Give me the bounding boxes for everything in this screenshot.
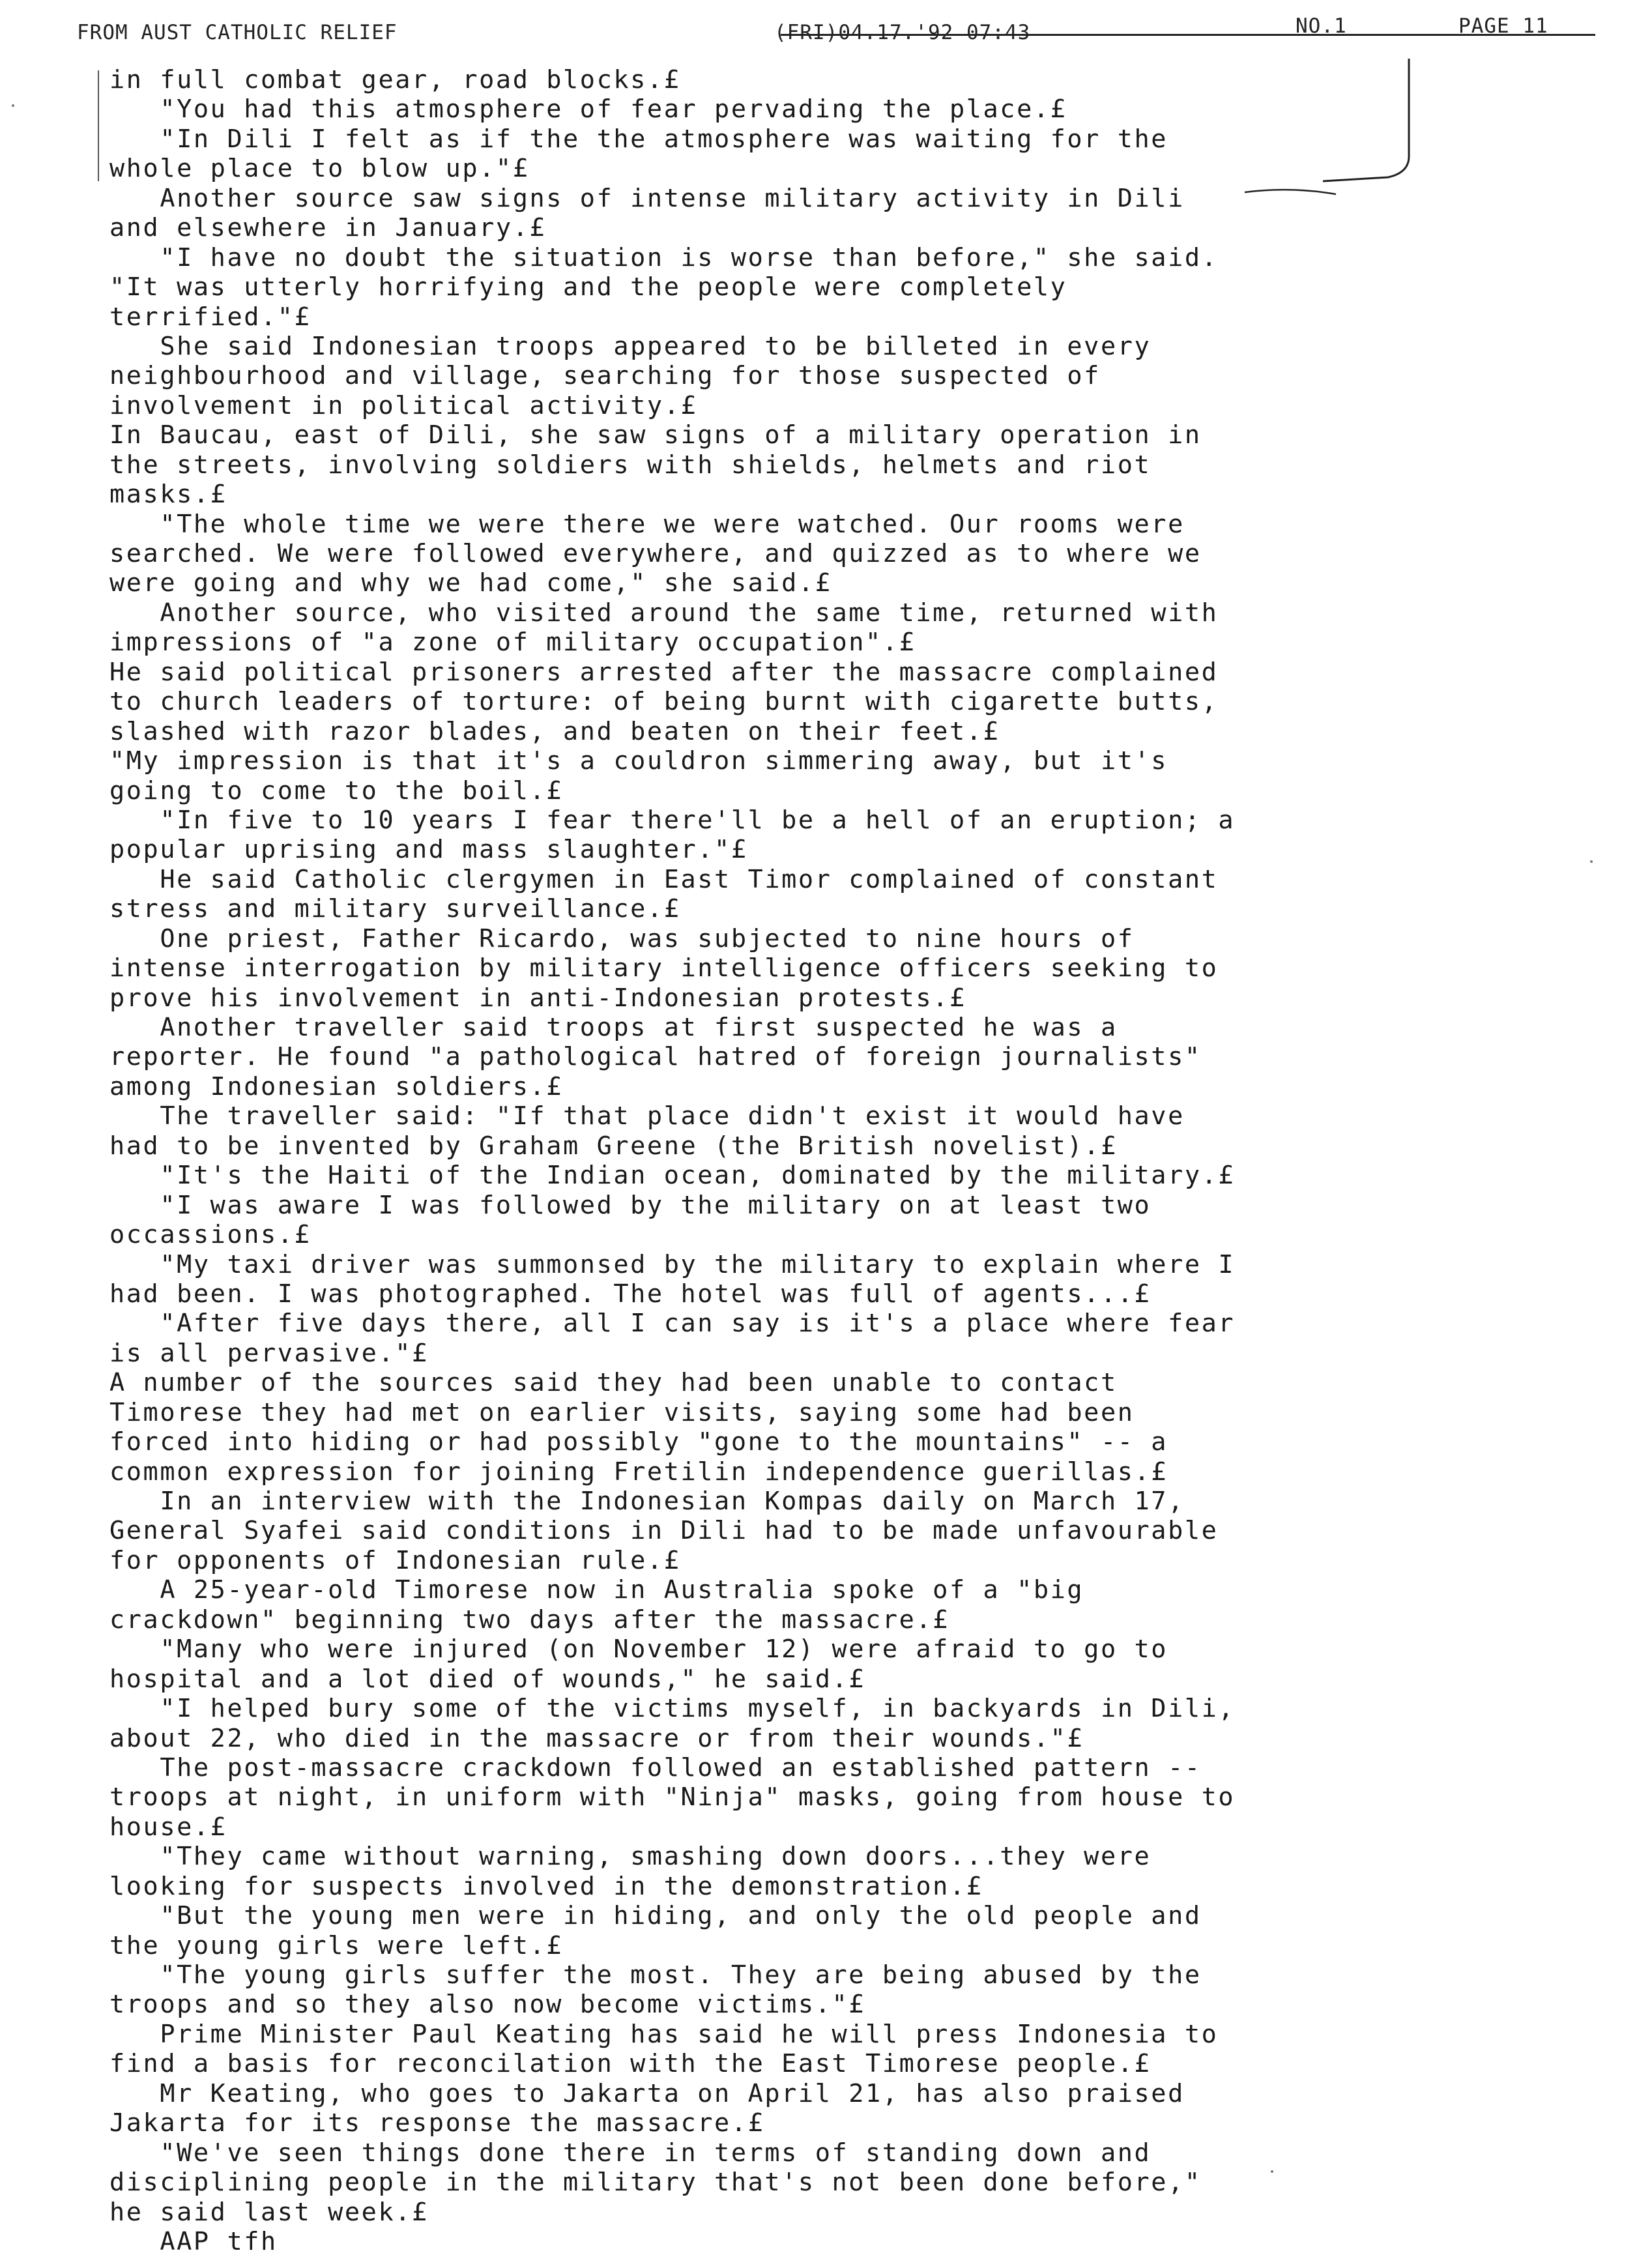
text-line: the streets, involving soldiers with shields, helmets and riot [109, 450, 1152, 480]
text-line: find a basis for reconcilation with the East Timorese people.£ [109, 2049, 1152, 2079]
text-line: A 25-year-old Timorese now in Australia spoke of a "big [109, 1575, 1084, 1605]
text-line: Another source, who visited around the same time, returned with [109, 598, 1219, 628]
text-line: "The young girls suffer the most. They are being abused by the [109, 1960, 1202, 1990]
text-line: involvement in political activity.£ [109, 390, 698, 420]
text-line: were going and why we had come," she said.£ [109, 568, 832, 598]
text-line: "In five to 10 years I fear there'll be a hell of an eruption; a [109, 805, 1236, 835]
text-line: One priest, Father Ricardo, was subjected to nine hours of [109, 923, 1135, 953]
text-line: "My impression is that it's a couldron simmering away, but it's [109, 746, 1168, 776]
text-line: troops at night, in uniform with "Ninja" masks, going from house to [109, 1782, 1236, 1812]
text-line: in full combat gear, road blocks.£ [109, 65, 681, 94]
header-rule [781, 34, 1595, 36]
text-line: "Many who were injured (on November 12) were afraid to go to [109, 1635, 1168, 1665]
fax-number: NO.1 [1296, 14, 1347, 38]
text-line: Timorese they had met on earlier visits, saying some had been [109, 1397, 1135, 1427]
text-line: "I was aware I was followed by the military on at least two [109, 1190, 1152, 1220]
text-line: slashed with razor blades, and beaten on their feet.£ [109, 716, 1000, 746]
text-line: The traveller said: "If that place didn't exist it would have [109, 1101, 1185, 1131]
text-line: "We've seen things done there in terms of standing down and [109, 2138, 1152, 2168]
text-line: hospital and a lot died of wounds," he said.£ [109, 1664, 866, 1694]
text-line: is all pervasive."£ [109, 1338, 429, 1368]
text-line: the young girls were left.£ [109, 1930, 564, 1960]
text-line: common expression for joining Fretilin independence guerillas.£ [109, 1457, 1168, 1487]
text-line: popular uprising and mass slaughter."£ [109, 835, 748, 865]
text-line: Jakarta for its response the massacre.£ [109, 2108, 765, 2138]
text-line: crackdown" beginning two days after the massacre.£ [109, 1605, 949, 1635]
fax-sender: FROM AUST CATHOLIC RELIEF [77, 21, 398, 44]
text-line: "After five days there, all I can say is it's a place where fear [109, 1309, 1236, 1339]
text-line: forced into hiding or had possibly "gone to the mountains" -- a [109, 1427, 1168, 1457]
text-line: "It's the Haiti of the Indian ocean, dominated by the military.£ [109, 1161, 1236, 1191]
text-line: to church leaders of torture: of being burnt with cigarette butts, [109, 687, 1219, 717]
text-line: AAP tfh [109, 2226, 278, 2256]
text-line: terrified."£ [109, 302, 311, 332]
text-line: A number of the sources said they had been unable to contact [109, 1368, 1118, 1398]
text-line: among Indonesian soldiers.£ [109, 1071, 564, 1101]
text-line: looking for suspects involved in the demonstration.£ [109, 1871, 983, 1901]
scan-speck [1590, 860, 1593, 863]
scan-speck [12, 104, 14, 107]
text-line: Another source saw signs of intense military activity in Dili [109, 183, 1185, 213]
fax-timestamp: (FRI)04.17.'92 07:43 [774, 21, 1031, 44]
text-line: Another traveller said troops at first suspected he was a [109, 1013, 1118, 1042]
text-line: occassions.£ [109, 1220, 311, 1250]
text-line: had to be invented by Graham Greene (the British novelist).£ [109, 1131, 1118, 1161]
text-line: intense interrogation by military intelligence officers seeking to [109, 953, 1219, 983]
text-line: In Baucau, east of Dili, she saw signs of a military operation in [109, 420, 1202, 450]
text-line: stress and military surveillance.£ [109, 894, 681, 924]
text-line: reporter. He found "a pathological hatred of foreign journalists" [109, 1042, 1202, 1072]
text-line: Mr Keating, who goes to Jakarta on April 21, has also praised [109, 2078, 1185, 2108]
text-line: He said Catholic clergymen in East Timor complained of constant [109, 864, 1219, 894]
text-line: "I have no doubt the situation is worse than before," she said. [109, 242, 1219, 272]
text-line: had been. I was photographed. The hotel was full of agents...£ [109, 1279, 1152, 1309]
text-line: going to come to the boil.£ [109, 776, 564, 806]
text-line: "The whole time we were there we were watched. Our rooms were [109, 509, 1185, 539]
text-line: neighbourhood and village, searching for those suspected of [109, 361, 1101, 391]
document-body [109, 65, 1543, 2256]
margin-mark [98, 70, 99, 181]
fax-page-number: PAGE 11 [1458, 14, 1548, 38]
text-line: "You had this atmosphere of fear pervading the place.£ [109, 94, 1067, 124]
text-line: troops and so they also now become victims."£ [109, 1990, 866, 2020]
text-line: about 22, who died in the massacre or from their wounds."£ [109, 1723, 1084, 1753]
scan-speck [1271, 2170, 1273, 2173]
text-line: for opponents of Indonesian rule.£ [109, 1545, 681, 1575]
text-line: and elsewhere in January.£ [109, 213, 547, 243]
text-line: She said Indonesian troops appeared to be billeted in every [109, 331, 1152, 361]
text-line: He said political prisoners arrested after the massacre complained [109, 657, 1219, 687]
text-line: searched. We were followed everywhere, and quizzed as to where we [109, 539, 1202, 568]
text-line: impressions of "a zone of military occupation".£ [109, 628, 916, 658]
text-line: house.£ [109, 1812, 227, 1842]
text-line: "But the young men were in hiding, and only the old people and [109, 1901, 1202, 1931]
text-line: "My taxi driver was summonsed by the military to explain where I [109, 1249, 1236, 1279]
text-line: whole place to blow up."£ [109, 154, 530, 184]
text-line: "I helped bury some of the victims myself, in backyards in Dili, [109, 1694, 1236, 1724]
text-line: disciplining people in the military that's not been done before," [109, 2168, 1202, 2198]
text-line: General Syafei said conditions in Dili had to be made unfavourable [109, 1516, 1219, 1546]
text-line: he said last week.£ [109, 2197, 429, 2227]
text-line: masks.£ [109, 480, 227, 510]
text-line: prove his involvement in anti-Indonesian protests.£ [109, 983, 966, 1013]
text-line: "It was utterly horrifying and the people were completely [109, 272, 1067, 302]
text-line: "In Dili I felt as if the the atmosphere was waiting for the [109, 124, 1168, 154]
text-line: In an interview with the Indonesian Kompas daily on March 17, [109, 1487, 1185, 1516]
text-line: Prime Minister Paul Keating has said he will press Indonesia to [109, 2019, 1219, 2049]
text-line: The post-massacre crackdown followed an established pattern -- [109, 1752, 1202, 1782]
text-line: "They came without warning, smashing down doors...they were [109, 1842, 1152, 1872]
